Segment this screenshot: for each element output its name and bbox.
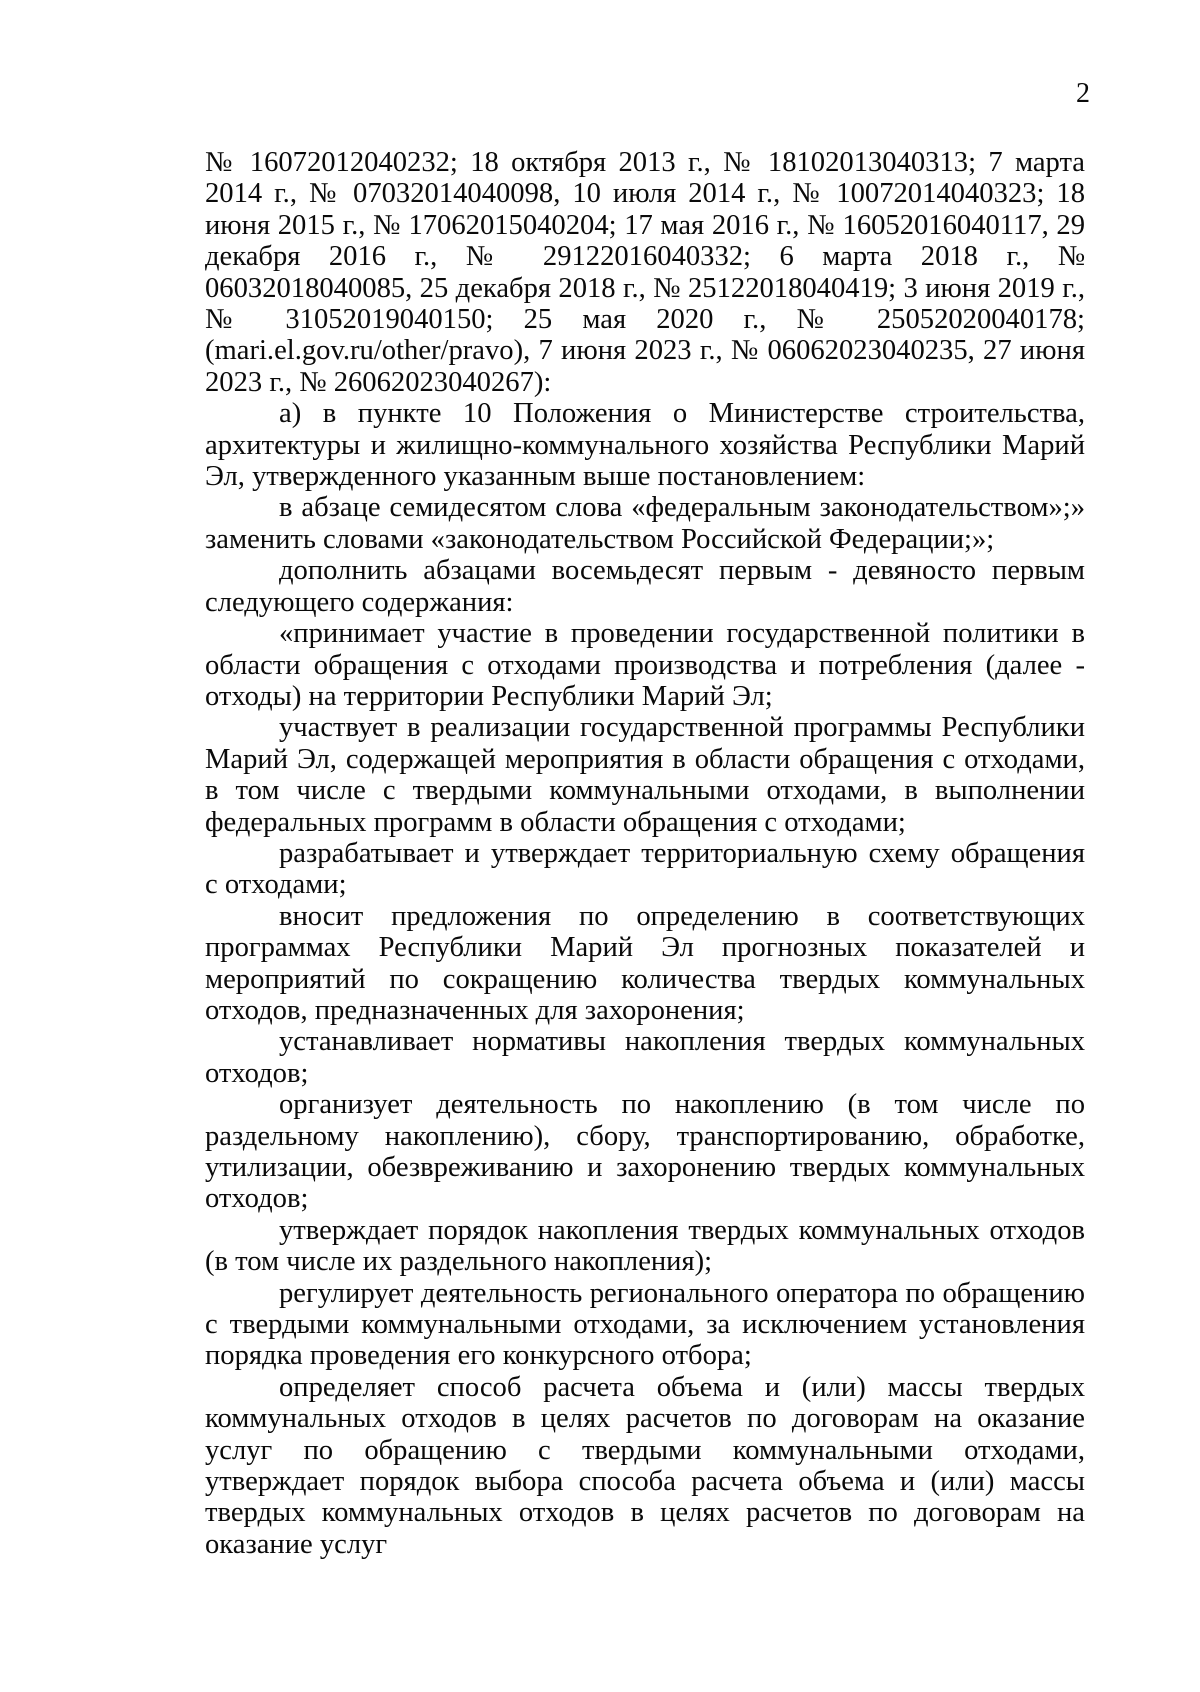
paragraph-regional-operator: регулирует деятельность регионального оператора по обращению с твердыми коммунальными отходами, за исключением установления порядка проведения его конкурсного отбора; (205, 1277, 1085, 1372)
paragraph-proposals: вносит предложения по определению в соответствующих программах Республики Марий Эл прогнозных показателей и мероприятий по сокращению количества твердых коммунальных отходов, предназначенных для захоронения; (205, 900, 1085, 1026)
paragraph-organizes: организует деятельность по накоплению (в том числе по раздельному накоплению), сбору, транспортированию, обработке, утилизации, обезвреживанию и захоронению твердых коммунальных отходов; (205, 1089, 1085, 1215)
document-body (205, 147, 1085, 1560)
paragraph-policy: «принимает участие в проведении государственной политики в области обращения с отходами производства и потребления (далее - отходы) на территории Республики Марий Эл; (205, 618, 1085, 712)
paragraph-item-a: а) в пункте 10 Положения о Министерстве строительства, архитектуры и жилищно-коммунального хозяйства Республики Марий Эл, утвержденного указанным выше постановлением: (205, 398, 1085, 493)
paragraph-abzac-70: в абзаце семидесятом слова «федеральным законодательством»;» заменить словами «законодательством Российской Федерации;»; (205, 492, 1085, 555)
paragraph-supplement: дополнить абзацами восемьдесят первым - девяносто первым следующего содержания: (205, 555, 1085, 618)
page-number: 2 (1076, 78, 1090, 109)
paragraph-scheme: разрабатывает и утверждает территориальную схему обращения с отходами; (205, 837, 1085, 901)
paragraph-calculation-method: определяет способ расчета объема и (или) массы твердых коммунальных отходов в целях расчетов по договорам на оказание услуг по обращению с твердыми коммунальными отходами, утверждает порядок выбора способа расчета объема и (или) массы твердых коммунальных отходов в целях расчетов по договорам на оказание услуг (205, 1371, 1085, 1560)
paragraph-norms: устанавливает нормативы накопления твердых коммунальных отходов; (205, 1026, 1085, 1089)
paragraph-program: участвует в реализации государственной программы Республики Марий Эл, содержащей мероприятия в области обращения с отходами, в том числе с твердыми коммунальными отходами, в выполнении федеральных программ в области обращения с отходами; (205, 712, 1085, 838)
paragraph-registration-numbers: № 16072012040232; 18 октября 2013 г., № 18102013040313; 7 марта 2014 г., № 07032014040098, 10 июля 2014 г., № 10072014040323; 18 июня 2015 г., № 17062015040204; 17 мая 2016 г., № 16052016040117, 29 декабря 2016 г., № 29122016040332; 6 марта 2018 г., № 06032018040085, 25 декабря 2018 г., № 25122018040419; 3 июня 2019 г., № 31052019040150; 25 мая 2020 г., № 25052020040178; (mari.el.gov.ru/other/pravo), 7 июня 2023 г., № 06062023040235, 27 июня 2023 г., № 26062023040267): (205, 147, 1085, 398)
paragraph-accumulation-order: утверждает порядок накопления твердых коммунальных отходов (в том числе их раздельного накопления); (205, 1214, 1085, 1278)
